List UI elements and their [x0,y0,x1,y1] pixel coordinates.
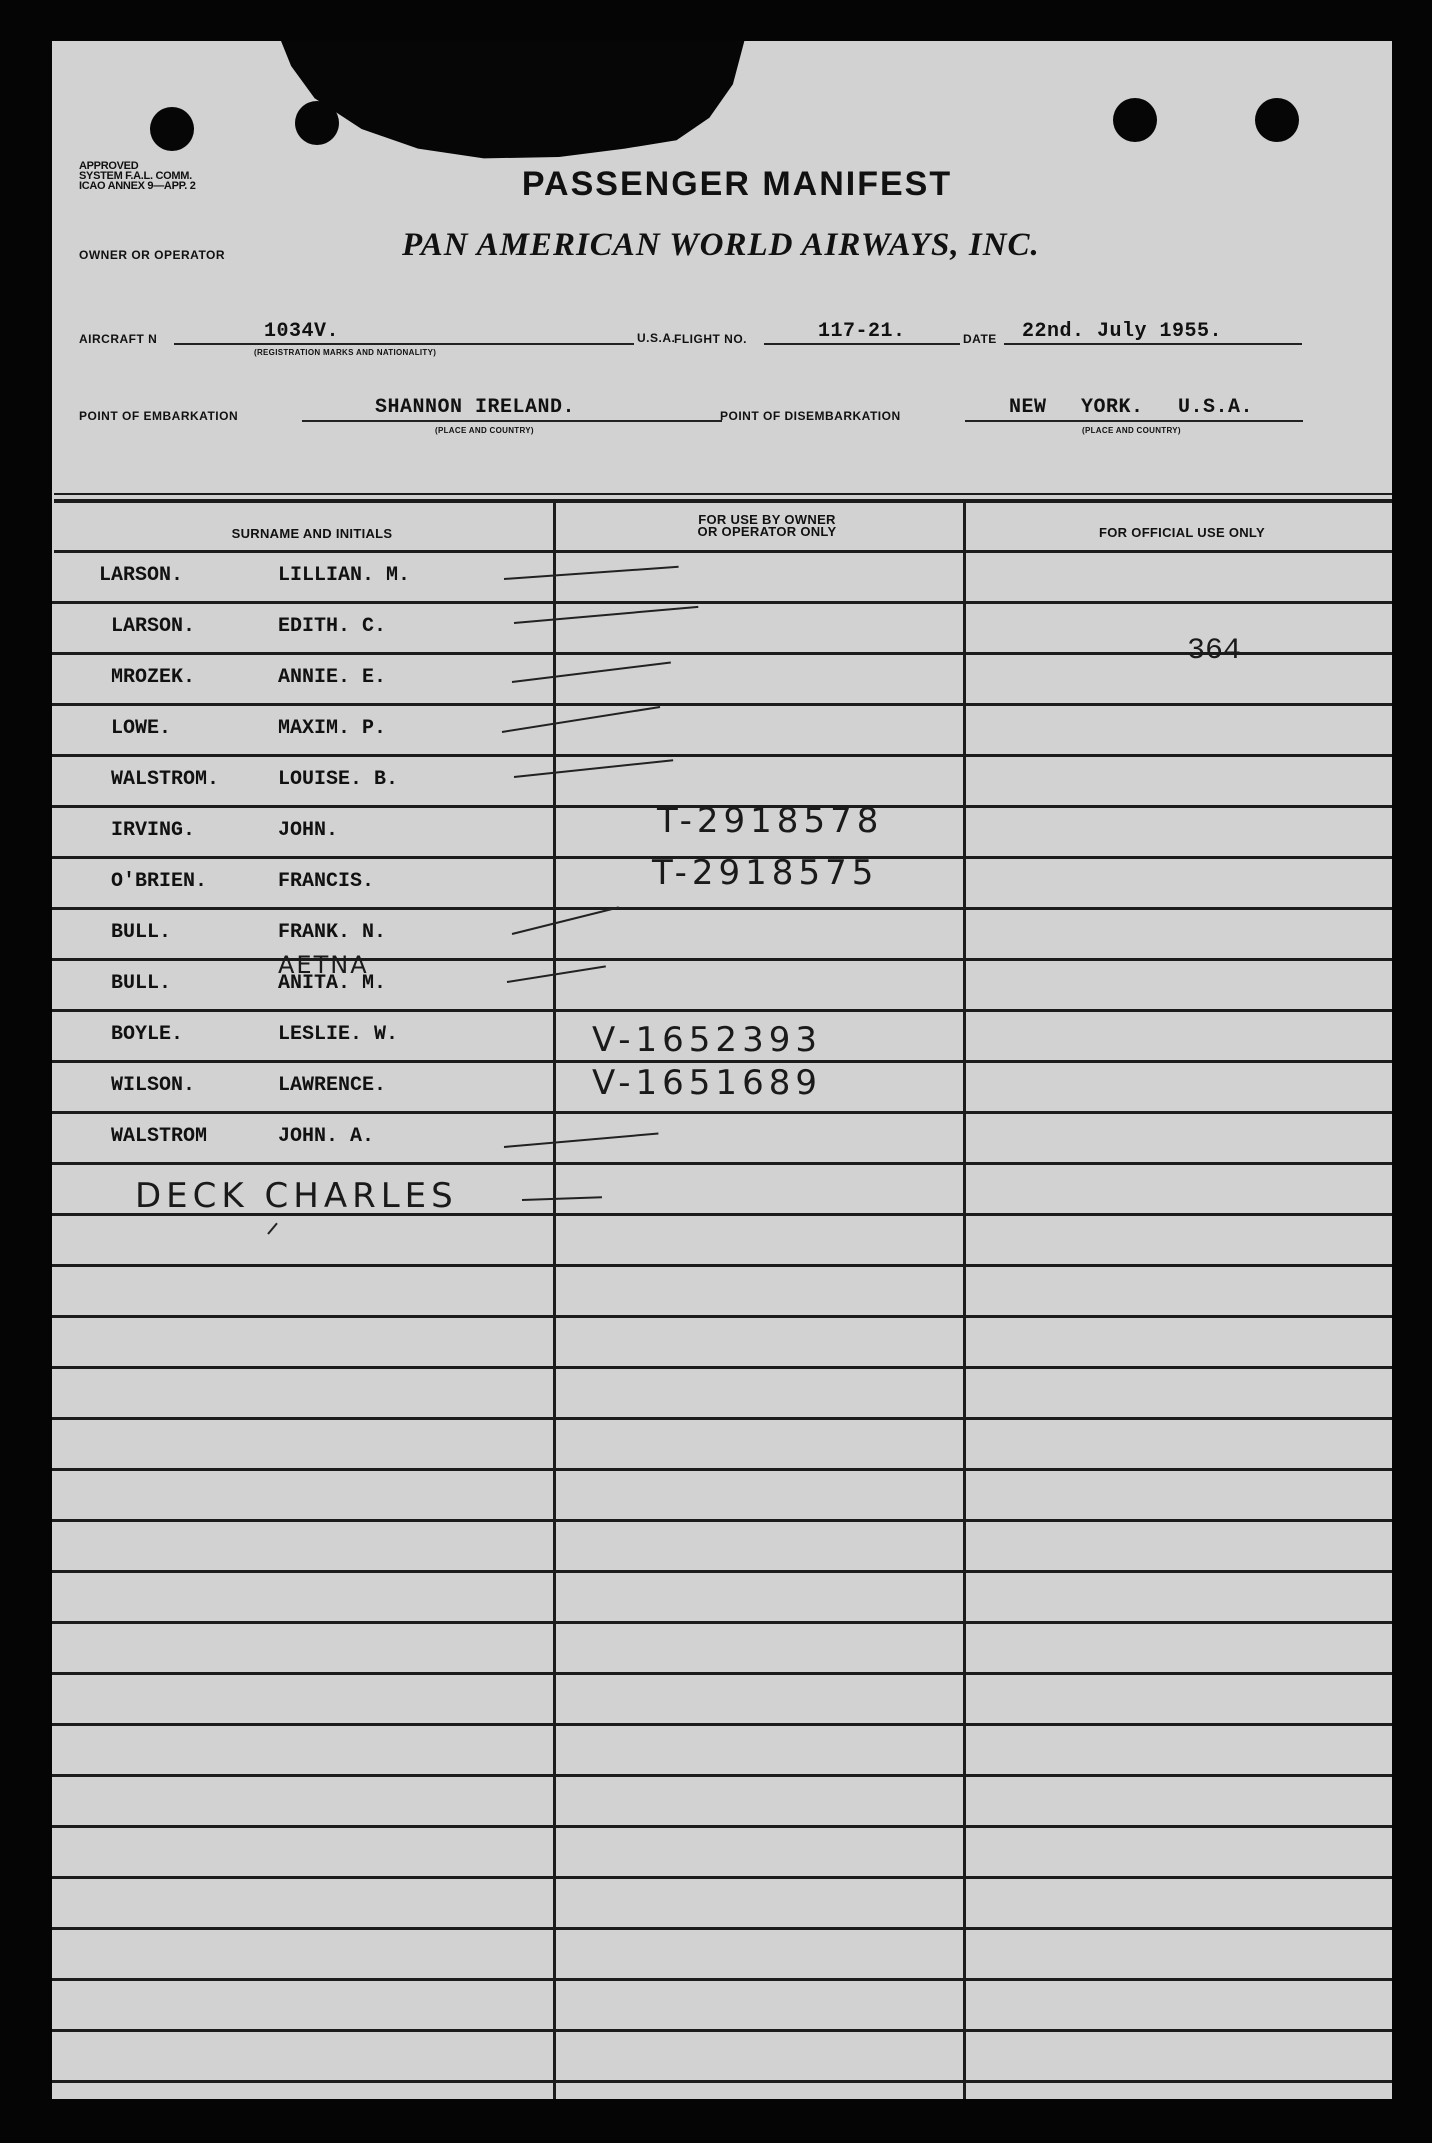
torn-corner [277,41,747,171]
passenger-given: JOHN. [278,819,339,842]
passenger-given: ANNIE. E. [278,666,387,689]
passenger-surname: BULL. [111,972,172,995]
table-top-rule [54,493,1392,495]
punch-hole [295,101,339,145]
punch-hole [1113,98,1157,142]
passenger-given: LILLIAN. M. [278,564,411,587]
table-row [52,961,1392,1012]
date-value: 22nd. July 1955. [1022,320,1223,343]
blank-row [52,1573,1392,1624]
owner-label: OWNER OR OPERATOR [79,248,226,262]
blank-row [52,1216,1392,1267]
flight-underline [764,343,960,345]
row-rule [52,2080,1392,2083]
disembark-sub: (PLACE AND COUNTRY) [1082,426,1181,435]
approval-note: APPROVED SYSTEM F.A.L. COMM. ICAO ANNEX 9—APP. 2 [79,160,196,192]
col-header-official: FOR OFFICIAL USE ONLY [1099,525,1265,540]
blank-row [52,1522,1392,1573]
blank-row [52,1981,1392,2032]
passenger-surname: BULL. [111,921,172,944]
passenger-surname: O'BRIEN. [111,870,208,893]
blank-row [52,1318,1392,1369]
handwritten-ticket-wilson: V-1651689 [592,1063,822,1103]
col-header-owner: FOR USE BY OWNER OR OPERATOR ONLY [697,512,837,539]
blank-row [52,1828,1392,1879]
punch-hole [1255,98,1299,142]
disembark-label: POINT OF DISEMBARKATION [720,409,901,423]
blank-row [52,1777,1392,1828]
handwritten-ticket-boyle: V-1652393 [592,1020,822,1060]
passenger-surname: MROZEK. [111,666,196,689]
handwritten-ticket-obrien: T-2918575 [652,853,879,893]
passenger-surname: IRVING. [111,819,196,842]
passenger-given: EDITH. C. [278,615,387,638]
punch-hole [150,107,194,151]
blank-row [52,1675,1392,1726]
aircraft-sub: (REGISTRATION MARKS AND NATIONALITY) [254,348,437,357]
blank-row [52,1879,1392,1930]
disembark-value: NEW YORK. U.S.A. [1009,396,1254,419]
passenger-surname: BOYLE. [111,1023,184,1046]
official-mark: 364 [1187,634,1242,668]
passenger-given: FRANCIS. [278,870,375,893]
passenger-surname: WALSTROM [111,1125,208,1148]
passenger-surname: WILSON. [111,1074,196,1097]
flight-label: FLIGHT NO. [674,332,747,346]
owner-value: PAN AMERICAN WORLD AIRWAYS, INC. [402,227,1040,263]
date-label: DATE [963,332,997,346]
passenger-given: JOHN. A. [278,1125,375,1148]
passenger-given: MAXIM. P. [278,717,387,740]
handwritten-aetna: AETNA [278,951,369,979]
passenger-surname: LOWE. [111,717,172,740]
usa-label: U.S.A. [637,331,676,345]
table-row [52,553,1392,604]
embark-value: SHANNON IRELAND. [375,396,576,419]
passenger-given: ANITA. M. [278,972,387,995]
table-row [52,910,1392,961]
passenger-given: LOUISE. B. [278,768,399,791]
blank-row [52,1420,1392,1471]
passenger-surname: LARSON. [99,564,184,587]
col-header-names: SURNAME AND INITIALS [231,526,393,541]
table-row [52,1114,1392,1165]
manifest-page [52,41,1392,2099]
date-underline [1004,343,1302,345]
handwritten-ticket-irving: T-2918578 [657,801,884,841]
table-row [52,706,1392,757]
aircraft-value: 1034V. [264,320,340,343]
blank-row [52,1369,1392,1420]
aircraft-label: AIRCRAFT N [79,332,158,346]
blank-row [52,1471,1392,1522]
aircraft-underline [174,343,634,345]
passenger-given: LAWRENCE. [278,1074,387,1097]
passenger-surname: WALSTROM. [111,768,220,791]
blank-row [52,1624,1392,1675]
disembark-underline [965,420,1303,422]
passenger-given: FRANK. N. [278,921,387,944]
passenger-given: LESLIE. W. [278,1023,399,1046]
embark-label: POINT OF EMBARKATION [79,409,239,423]
handwritten-extra-passenger: DECK CHARLES [135,1176,458,1216]
blank-row [52,1726,1392,1777]
blank-row [52,1267,1392,1318]
blank-row [52,2032,1392,2083]
page-title: PASSENGER MANIFEST [521,165,953,203]
table-top-rule [54,499,1392,503]
embark-underline [302,420,722,422]
flight-value: 117-21. [818,320,906,343]
embark-sub: (PLACE AND COUNTRY) [435,426,534,435]
blank-row [52,1930,1392,1981]
passenger-surname: LARSON. [111,615,196,638]
